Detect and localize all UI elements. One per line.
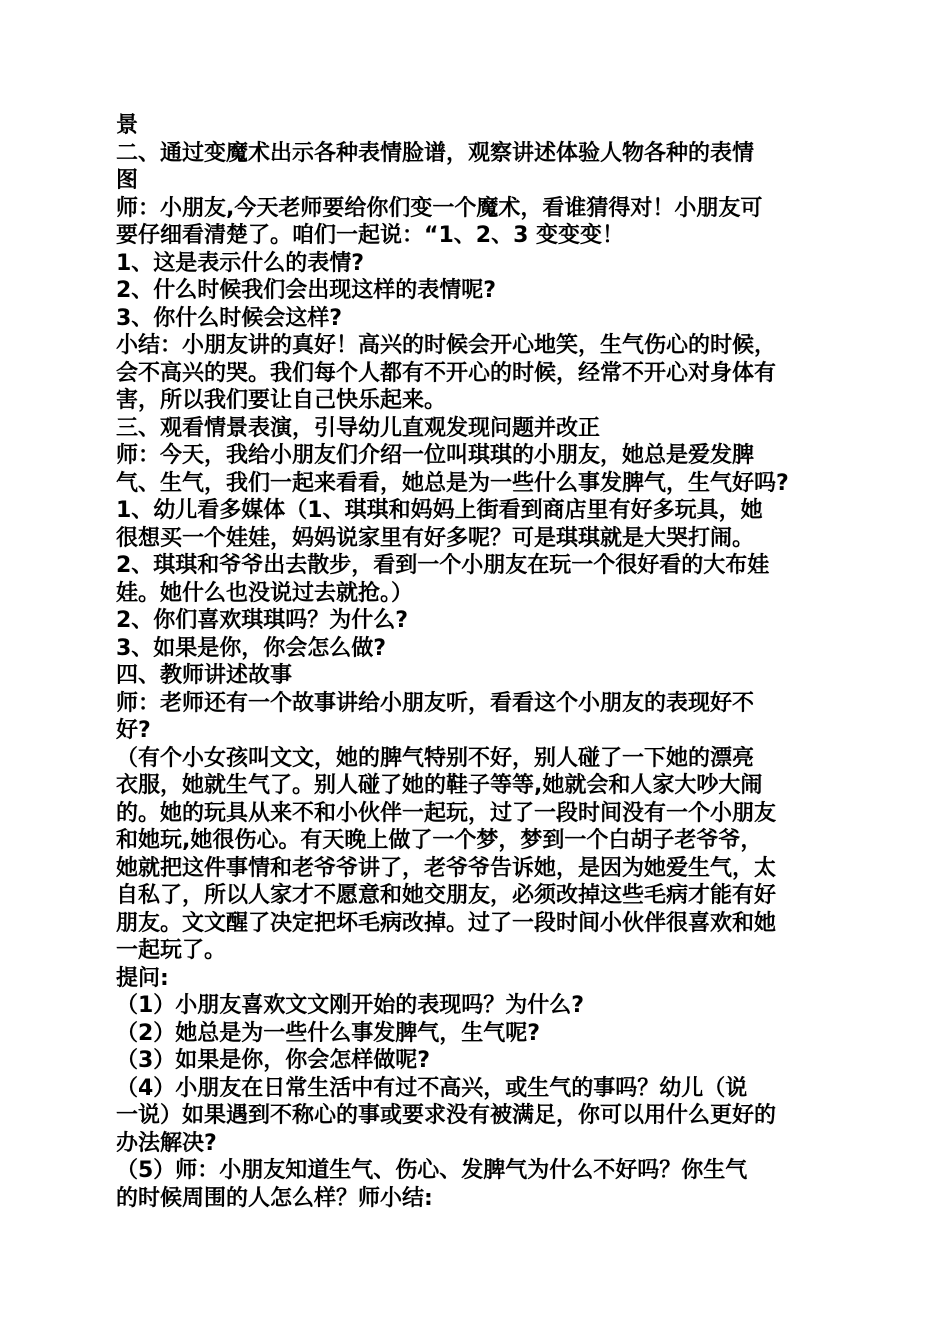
text-line: 小结：小朋友讲的真好！高兴的时候会开心地笑，生气伤心的时候， [116, 333, 777, 358]
text-line: 师：今天，我给小朋友们介绍一位叫琪琪的小朋友，她总是爱发脾 [116, 443, 755, 468]
text-line: （4）小朋友在日常生活中有过不高兴，或生气的事吗？幼儿（说 [116, 1075, 748, 1101]
text-line: 和她玩,她很伤心。有天晚上做了一个梦，梦到一个白胡子老爷爷， [116, 828, 763, 853]
text-line: 办法解决? [116, 1130, 217, 1156]
text-line: 2、什么时候我们会出现这样的表情呢? [116, 278, 497, 303]
text-line: 朋友。文文醒了决定把坏毛病改掉。过了一段时间小伙伴很喜欢和她 [116, 910, 777, 936]
text-line: 景 [116, 113, 139, 138]
text-line: 二、通过变魔术出示各种表情脸谱，观察讲述体验人物各种的表情 [116, 140, 755, 166]
document-page [116, 112, 856, 1212]
text-line: 自私了，所以人家才不愿意和她交朋友，必须改掉这些毛病才能有好 [116, 883, 777, 908]
text-line: 要仔细看清楚了。咱们一起说：“1、2、3 变变变！ [116, 223, 625, 248]
text-line: （有个小女孩叫文文，她的脾气特别不好，别人碰了一下她的漂亮 [116, 745, 755, 771]
text-line: 衣服，她就生气了。别人碰了她的鞋子等等,她就会和人家大吵大闹 [116, 773, 763, 798]
text-line: 会不高兴的哭。我们每个人都有不开心的时候，经常不开心对身体有 [116, 360, 777, 386]
text-line: 一起玩了。 [116, 938, 227, 963]
text-line: 3、你什么时候会这样? [116, 305, 343, 331]
text-line: 1、幼儿看多媒体（1、琪琪和妈妈上街看到商店里有好多玩具，她 [116, 498, 763, 523]
text-line: （3）如果是你，你会怎样做呢? [116, 1048, 431, 1073]
text-line: 一说）如果遇到不称心的事或要求没有被满足，你可以用什么更好的 [116, 1103, 777, 1128]
text-line: 师：小朋友,今天老师要给你们变一个魔术，看谁猜得对！小朋友可 [116, 195, 763, 221]
text-line: （2）她总是为一些什么事发脾气，生气呢? [116, 1020, 541, 1046]
text-line: 娃。她什么也没说过去就抢。） [116, 580, 414, 606]
text-line: （5）师：小朋友知道生气、伤心、发脾气为什么不好吗？你生气 [116, 1158, 748, 1183]
text-line: 很想买一个娃娃，妈妈说家里有好多呢？可是琪琪就是大哭打闹。 [116, 525, 755, 551]
text-line: 气、生气，我们一起来看看，她总是为一些什么事发脾气，生气好吗? [116, 470, 789, 496]
text-line: 师：老师还有一个故事讲给小朋友听，看看这个小朋友的表现好不 [116, 690, 755, 716]
text-line: 2、琪琪和爷爷出去散步，看到一个小朋友在玩一个很好看的大布娃 [116, 553, 770, 578]
text-line: 害，所以我们要让自己快乐起来。 [116, 388, 447, 413]
text-line: 2、你们喜欢琪琪吗？为什么? [116, 608, 409, 633]
text-line: （1）小朋友喜欢文文刚开始的表现吗？为什么? [116, 993, 585, 1018]
text-line: 1、这是表示什么的表情? [116, 250, 365, 276]
text-line: 3、如果是你，你会怎么做? [116, 635, 387, 661]
text-line: 的时候周围的人怎么样？师小结: [116, 1185, 433, 1211]
text-line: 三、观看情景表演，引导幼儿直观发现问题并改正 [116, 415, 601, 441]
text-line: 好? [116, 718, 151, 743]
text-line: 提问: [116, 965, 169, 991]
text-line: 的。她的玩具从来不和小伙伴一起玩，过了一段时间没有一个小朋友 [116, 800, 777, 826]
text-line: 四、教师讲述故事 [116, 663, 293, 688]
text-line: 她就把这件事情和老爷爷讲了，老爷爷告诉她，是因为她爱生气，太 [116, 855, 777, 881]
text-line: 图 [116, 168, 139, 193]
